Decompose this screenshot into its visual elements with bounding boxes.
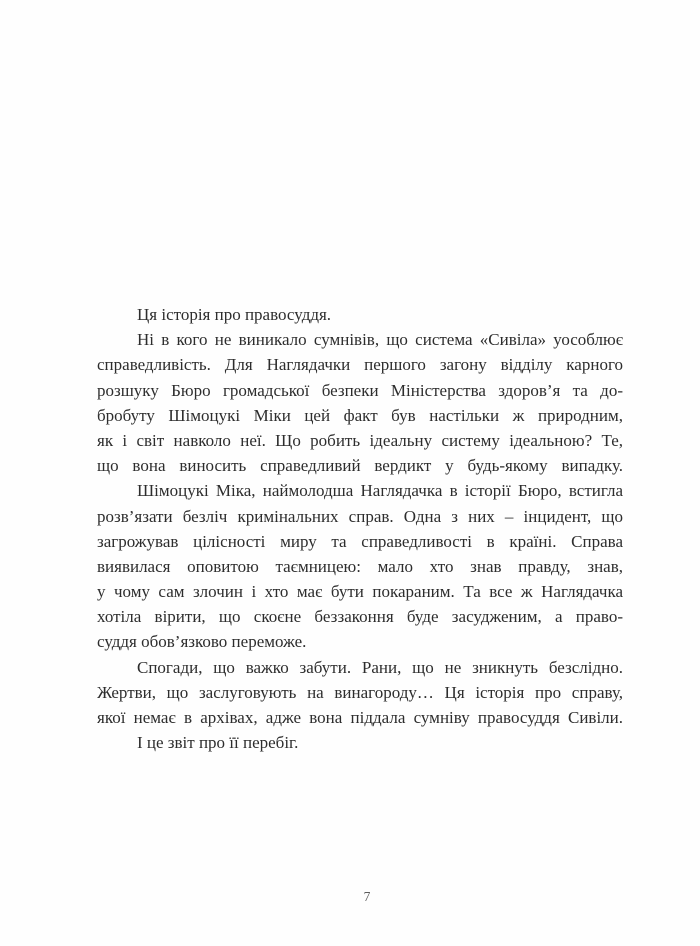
paragraph — [97, 478, 623, 654]
text-line: суддя обов’язково переможе. — [97, 632, 307, 652]
text-line: хотіла вірити, що скоєне беззаконня буде засудженим, а право- — [97, 607, 623, 627]
text-line: у чому сам злочин і хто має бути покараним. Та все ж Наглядачка — [97, 582, 623, 602]
text-line: Ні в кого не виникало сумнівів, що система «Сивіла» уособлює — [137, 330, 623, 350]
text-line: виявилася оповитою таємницею: мало хто знав правду, знав, — [97, 556, 623, 576]
text-line: справедливість. Для Наглядачки першого загону відділу карного — [97, 355, 623, 375]
text-line: розшуку Бюро громадської безпеки Міністерства здоров’я та до- — [97, 380, 623, 400]
text-line: розв’язати безліч кримінальних справ. Одна з них – інцидент, що — [97, 506, 623, 526]
text-line: загрожував цілісності миру та справедливості в країні. Справа — [97, 531, 623, 551]
paragraph — [97, 302, 623, 327]
text-line: Спогади, що важко забути. Рани, що не зникнуть безслідно. — [137, 657, 623, 677]
text-line: якої немає в архівах, адже вона піддала сумніву правосуддя Сивіли. — [97, 708, 623, 727]
page-text — [97, 302, 623, 755]
paragraph — [97, 730, 623, 755]
paragraph — [97, 655, 623, 731]
text-line: що вона виносить справедливий вердикт у будь-якому випадку. — [97, 456, 623, 476]
text-line: як і світ навколо неї. Що робить ідеальну систему ідеальною? Те, — [97, 430, 623, 450]
text-line: Ця історія про правосуддя. — [137, 305, 332, 324]
text-line: Шімоцукі Міка, наймолодша Наглядачка в історії Бюро, встигла — [137, 481, 623, 501]
text-line: І це звіт про її перебіг. — [137, 733, 299, 753]
text-line: Жертви, що заслуговують на винагороду… Ця історія про справу, — [97, 682, 623, 702]
paragraph — [97, 327, 623, 478]
text-line: бробуту Шімоцукі Міки цей факт був настільки ж природним, — [97, 405, 623, 425]
page-number: 7 — [363, 889, 371, 904]
